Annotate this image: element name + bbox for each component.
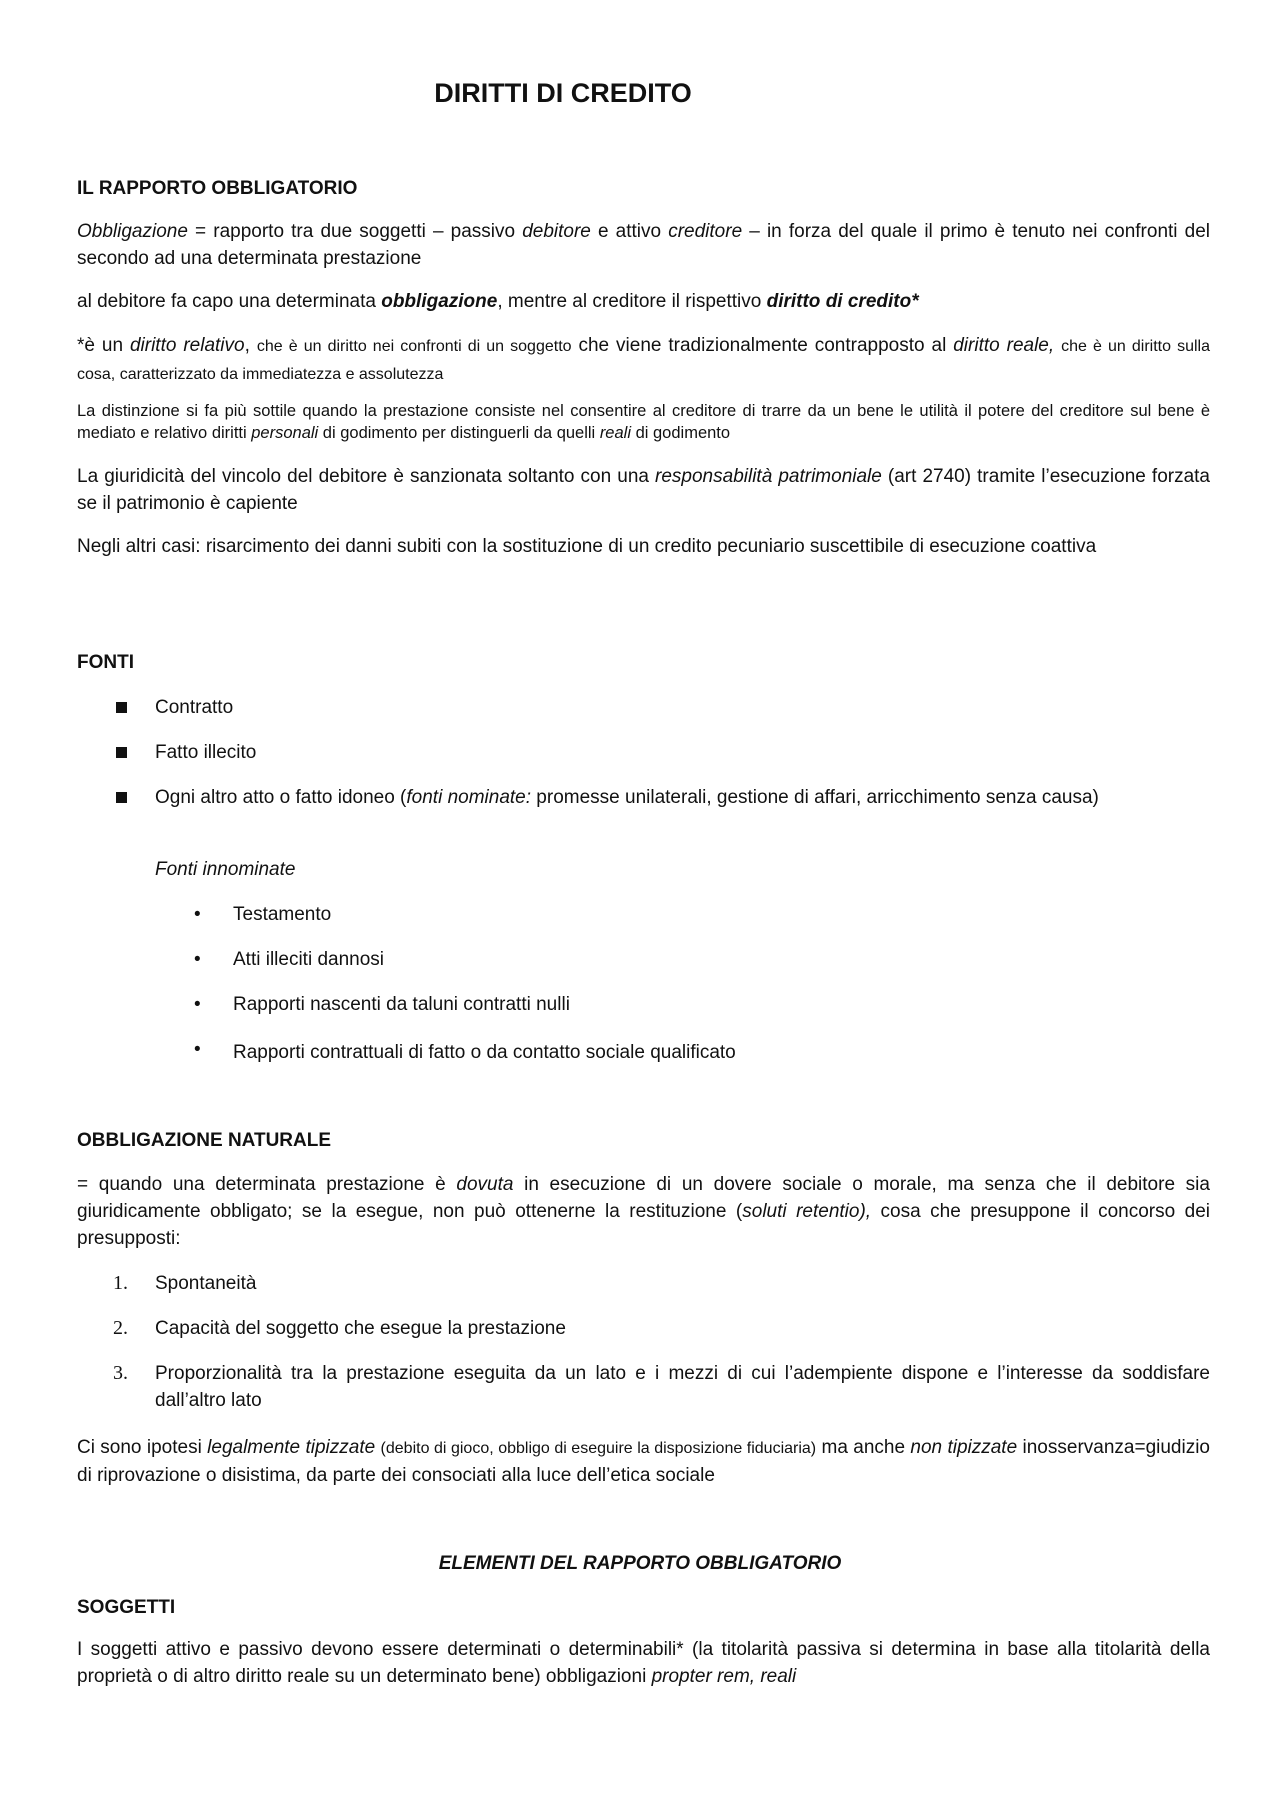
bullet-icon: • bbox=[194, 1039, 201, 1060]
paragraph-obbligazione: Obbligazione = rapporto tra due soggetti – passivo debitore e attivo creditore – in forza del quale il primo è tenuto nei confronti del secondo ad una determinata prestazione bbox=[77, 221, 1210, 269]
paragraph-altri-casi: Negli altri casi: risarcimento dei danni subiti con la sostituzione di un credito pecuniario suscettibile di esecuzione coattiva bbox=[77, 536, 1097, 557]
section-heading-elementi: ELEMENTI DEL RAPPORTO OBBLIGATORIO bbox=[438, 1553, 842, 1574]
square-bullet-icon bbox=[116, 792, 127, 803]
section-heading-fonti: FONTI bbox=[77, 652, 134, 673]
square-bullet-icon bbox=[116, 702, 127, 713]
section-heading-soggetti: SOGGETTI bbox=[77, 1597, 176, 1618]
paragraph-soggetti: I soggetti attivo e passivo devono essere determinati o determinabili* (la titolarità passiva si determina in base alla titolarità della proprietà o di altro diritto reale su un determinato bene) obbligazioni propter rem, reali bbox=[77, 1639, 1210, 1687]
section-heading-obbligazione-naturale: OBBLIGAZIONE NATURALE bbox=[77, 1130, 332, 1151]
bullet-icon: • bbox=[194, 949, 201, 970]
paragraph-distinzione: La distinzione si fa più sottile quando la prestazione consiste nel consentire al creditore di trarre da un bene le utilità il potere del creditore sul bene è mediato e relativo diritti personali di godimento per distinguerli da quelli reali di godimento bbox=[77, 402, 1210, 442]
page-title: DIRITTI DI CREDITO bbox=[434, 78, 692, 108]
paragraph-obbligazione-naturale: = quando una determinata prestazione è dovuta in esecuzione di un dovere sociale o morale, ma senza che il debitore sia giuridicamente obbligato; se la esegue, non può ottenerne la restituzione (soluti retentio), cosa che presuppone il concorso dei presupposti: bbox=[77, 1174, 1211, 1249]
bullet-icon: • bbox=[194, 904, 201, 925]
paragraph-giuridicita: La giuridicità del vincolo del debitore è sanzionata soltanto con una responsabilità patrimoniale (art 2740) tramite l’esecuzione forzata se il patrimonio è capiente bbox=[77, 466, 1211, 514]
bullet-icon: • bbox=[194, 994, 201, 1015]
paragraph-ipotesi: Ci sono ipotesi legalmente tipizzate (debito di gioco, obbligo di eseguire la disposizione fiduciaria) ma anche non tipizzate inosservanza=giudizio di riprovazione o disistima, da parte dei consociati alla luce dell’etica sociale bbox=[77, 1437, 1210, 1486]
paragraph-diritto-relativo: *è un diritto relativo, che è un diritto nei confronti di un soggetto che viene tradizionalmente contrapposto al diritto reale, che è un diritto sulla cosa, caratterizzato da immediatezza e assolutezza bbox=[77, 335, 1210, 383]
square-bullet-icon bbox=[116, 747, 127, 758]
section-heading-rapporto: IL RAPPORTO OBBLIGATORIO bbox=[77, 178, 358, 199]
paragraph-debitore: al debitore fa capo una determinata obbligazione, mentre al creditore il rispettivo diritto di credito* bbox=[77, 291, 919, 312]
